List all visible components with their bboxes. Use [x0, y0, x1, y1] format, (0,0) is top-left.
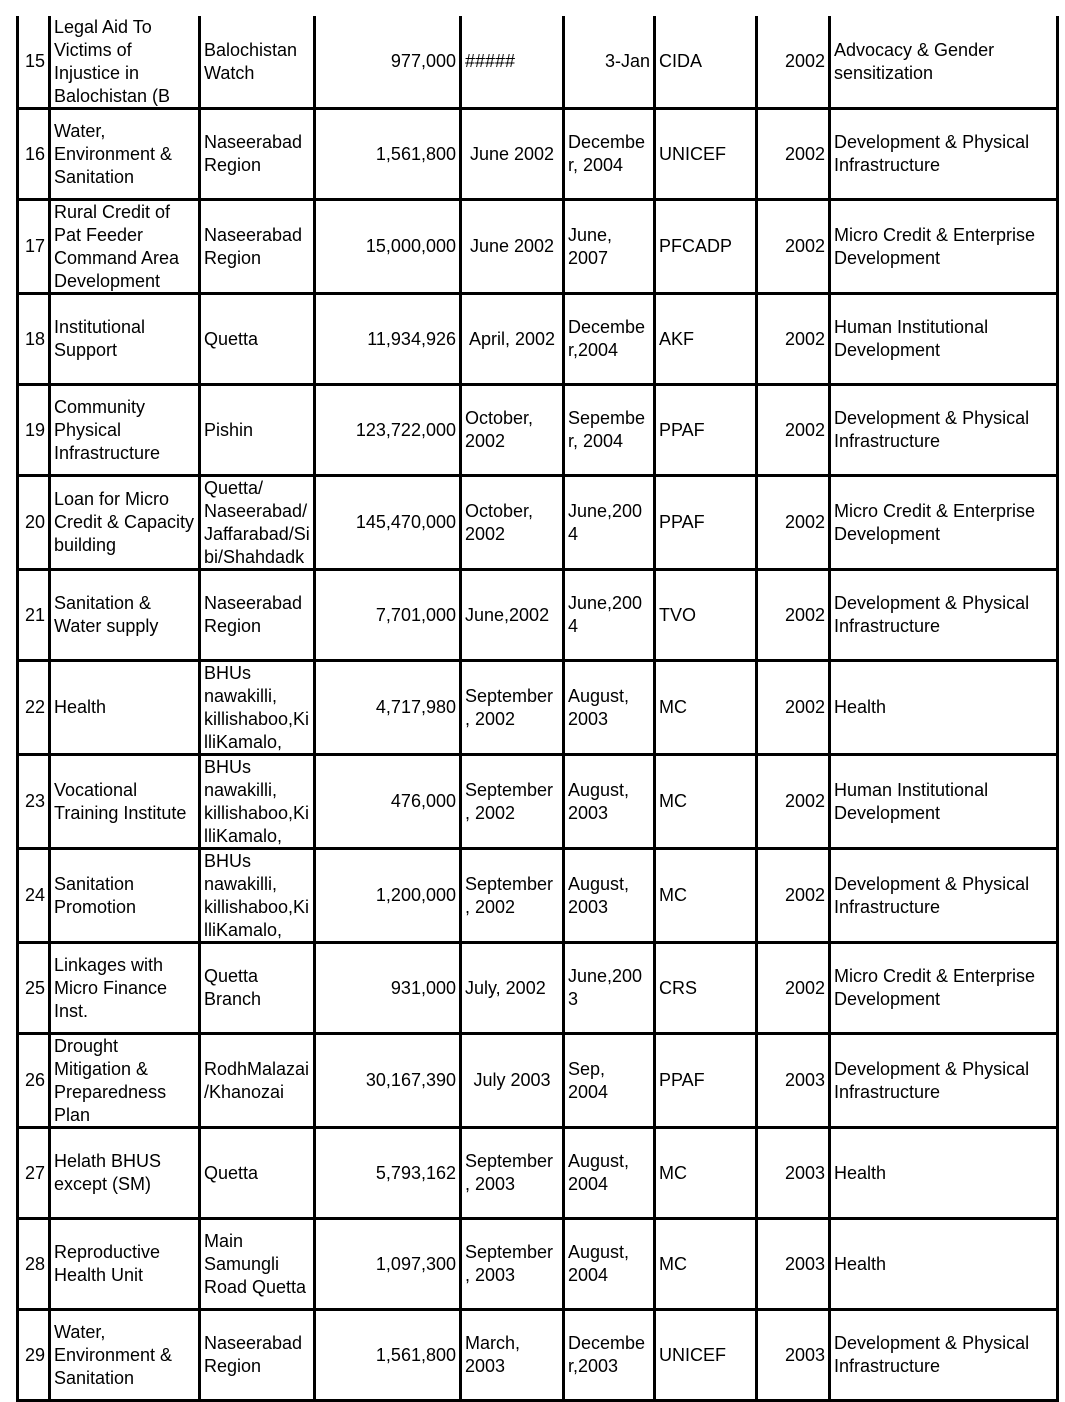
end-date-cell: [564, 200, 655, 294]
end-date: August, 2003: [568, 873, 630, 917]
end-date: June,200 3: [568, 966, 643, 1009]
start-date: September , 2003: [465, 1151, 554, 1194]
project-amount: 11,934,926: [367, 328, 456, 349]
sector-cell: [830, 570, 1058, 661]
sector-cell: [830, 1310, 1058, 1401]
project-location: BHUs nawakilli, killishaboo,Ki lliKamalo,: [204, 851, 310, 940]
row-number: 29: [24, 1344, 45, 1365]
donor-cell: [655, 476, 757, 570]
start-date: June,2002: [465, 604, 550, 625]
project-title-cell: [50, 943, 200, 1034]
start-date: October, 2002: [465, 500, 534, 544]
project-title: Helath BHUS except (SM): [54, 1151, 162, 1194]
project-location: BHUs nawakilli, killishaboo,Ki lliKamalo,: [204, 757, 310, 846]
sector-cell: [830, 1219, 1058, 1310]
year-cell: [757, 476, 830, 570]
donor-cell: [655, 109, 757, 200]
project-year: 2002: [784, 885, 825, 905]
project-amount: 145,470,000: [355, 512, 456, 532]
start-date-cell: [461, 1128, 564, 1219]
sector-cell: [830, 1128, 1058, 1219]
donor: AKF: [659, 328, 695, 349]
row-number-cell: [18, 570, 50, 661]
sector-cell: [830, 385, 1058, 476]
table-row: [18, 1034, 1058, 1128]
start-date: #####: [465, 51, 516, 71]
donor: CRS: [659, 977, 698, 998]
location-cell: [200, 1310, 315, 1401]
end-date: Decembe r, 2004: [568, 132, 646, 175]
project-title: Sanitation & Water supply: [54, 593, 159, 636]
project-location: Quetta Branch: [204, 966, 262, 1009]
table-row: [18, 16, 1058, 109]
sector-cell: [830, 200, 1058, 294]
table-row: [18, 200, 1058, 294]
project-location: Quetta/ Naseerabad/ Jaffarabad/Si bi/Shahdadk: [204, 478, 310, 567]
project-year: 2003: [784, 1070, 825, 1090]
row-number: 19: [24, 419, 45, 440]
project-title-cell: [50, 849, 200, 943]
row-number-cell: [18, 16, 50, 109]
project-amount: 1,097,300: [375, 1253, 456, 1274]
start-date-cell: [461, 294, 564, 385]
project-year: 2002: [784, 604, 825, 625]
end-date: August, 2004: [568, 1151, 630, 1194]
project-title-cell: [50, 1034, 200, 1128]
sector-cell: [830, 1034, 1058, 1128]
end-date: Sep, 2004: [568, 1058, 609, 1102]
project-sector: Development & Physical Infrastructure: [834, 132, 1030, 175]
year-cell: [757, 1034, 830, 1128]
end-date: 3-Jan: [604, 51, 650, 71]
donor: UNICEF: [659, 143, 726, 164]
end-date-cell: [564, 109, 655, 200]
year-cell: [757, 661, 830, 755]
project-title: Water, Environment & Sanitation: [54, 1321, 173, 1388]
project-title-cell: [50, 570, 200, 661]
project-sector: Development & Physical Infrastructure: [834, 408, 1030, 451]
end-date-cell: [564, 1219, 655, 1310]
end-date-cell: [564, 16, 655, 109]
project-title: Sanitation Promotion: [54, 873, 137, 917]
project-amount: 4,717,980: [375, 697, 456, 717]
end-date: Decembe r,2004: [568, 317, 646, 360]
project-year: 2002: [784, 512, 825, 532]
donor-cell: [655, 849, 757, 943]
donor-cell: [655, 1034, 757, 1128]
project-location: Main Samungli Road Quetta: [204, 1230, 307, 1297]
project-title-cell: [50, 1128, 200, 1219]
row-number: 23: [24, 791, 45, 811]
location-cell: [200, 1034, 315, 1128]
start-date: March, 2003: [465, 1333, 521, 1376]
start-date-cell: [461, 570, 564, 661]
project-amount: 30,167,390: [365, 1070, 456, 1090]
project-location: RodhMalazai /Khanozai: [204, 1058, 310, 1102]
amount-cell: [315, 661, 461, 755]
start-date-cell: [461, 385, 564, 476]
table-row: [18, 943, 1058, 1034]
project-title: Health: [54, 697, 107, 717]
amount-cell: [315, 570, 461, 661]
year-cell: [757, 755, 830, 849]
location-cell: [200, 294, 315, 385]
row-number-cell: [18, 661, 50, 755]
project-location: Quetta: [204, 1162, 259, 1183]
projects-table: [16, 16, 1059, 1402]
row-number: 15: [24, 51, 45, 71]
project-year: 2002: [784, 977, 825, 998]
end-date-cell: [564, 755, 655, 849]
start-date: September , 2003: [465, 1242, 554, 1285]
amount-cell: [315, 1128, 461, 1219]
project-year: 2002: [784, 328, 825, 349]
donor: CIDA: [659, 51, 703, 71]
donor-cell: [655, 570, 757, 661]
amount-cell: [315, 1034, 461, 1128]
year-cell: [757, 200, 830, 294]
project-title-cell: [50, 385, 200, 476]
project-location: Balochistan Watch: [204, 39, 298, 83]
project-sector: Development & Physical Infrastructure: [834, 873, 1030, 917]
start-date-cell: [461, 755, 564, 849]
project-amount: 123,722,000: [355, 419, 456, 440]
table-row: [18, 476, 1058, 570]
project-location: Quetta: [204, 328, 259, 349]
donor-cell: [655, 16, 757, 109]
project-year: 2002: [784, 143, 825, 164]
end-date-cell: [564, 1128, 655, 1219]
project-title: Linkages with Micro Finance Inst.: [54, 954, 168, 1021]
amount-cell: [315, 1219, 461, 1310]
project-amount: 15,000,000: [365, 236, 456, 256]
row-number: 26: [24, 1070, 45, 1090]
amount-cell: [315, 1310, 461, 1401]
start-date: July 2003: [473, 1070, 551, 1090]
donor: MC: [659, 791, 687, 811]
project-amount: 1,561,800: [375, 1344, 456, 1365]
donor-cell: [655, 294, 757, 385]
row-number: 22: [24, 697, 45, 717]
project-title-cell: [50, 1310, 200, 1401]
sector-cell: [830, 849, 1058, 943]
row-number-cell: [18, 1034, 50, 1128]
amount-cell: [315, 200, 461, 294]
year-cell: [757, 849, 830, 943]
project-amount: 1,200,000: [375, 885, 456, 905]
project-title: Reproductive Health Unit: [54, 1242, 161, 1285]
donor-cell: [655, 1128, 757, 1219]
donor-cell: [655, 200, 757, 294]
end-date: Decembe r,2003: [568, 1333, 646, 1376]
row-number: 25: [24, 977, 45, 998]
project-amount: 7,701,000: [375, 604, 456, 625]
amount-cell: [315, 294, 461, 385]
project-title-cell: [50, 294, 200, 385]
row-number: 18: [24, 328, 45, 349]
donor-cell: [655, 755, 757, 849]
donor: PPAF: [659, 512, 705, 532]
location-cell: [200, 1128, 315, 1219]
end-date-cell: [564, 849, 655, 943]
amount-cell: [315, 849, 461, 943]
start-date-cell: [461, 943, 564, 1034]
sector-cell: [830, 16, 1058, 109]
location-cell: [200, 385, 315, 476]
start-date: September , 2002: [465, 873, 554, 917]
project-title: Legal Aid To Victims of Injustice in Balochistan (B: [54, 17, 171, 106]
project-title: Vocational Training Institute: [54, 779, 187, 823]
table-row: [18, 385, 1058, 476]
table-row: [18, 1128, 1058, 1219]
project-year: 2002: [784, 697, 825, 717]
row-number: 16: [24, 143, 45, 164]
donor-cell: [655, 1219, 757, 1310]
project-title-cell: [50, 200, 200, 294]
location-cell: [200, 849, 315, 943]
project-sector: Human Institutional Development: [834, 317, 989, 360]
start-date-cell: [461, 109, 564, 200]
row-number: 28: [24, 1253, 45, 1274]
year-cell: [757, 385, 830, 476]
row-number: 21: [24, 604, 45, 625]
location-cell: [200, 755, 315, 849]
project-sector: Development & Physical Infrastructure: [834, 1333, 1030, 1376]
location-cell: [200, 1219, 315, 1310]
table-row: [18, 755, 1058, 849]
project-year: 2002: [784, 51, 825, 71]
project-amount: 5,793,162: [375, 1162, 456, 1183]
project-title: Water, Environment & Sanitation: [54, 120, 173, 187]
project-title-cell: [50, 661, 200, 755]
sector-cell: [830, 661, 1058, 755]
donor-cell: [655, 943, 757, 1034]
project-year: 2003: [784, 1162, 825, 1183]
project-amount: 931,000: [390, 977, 456, 998]
row-number-cell: [18, 476, 50, 570]
start-date: October, 2002: [465, 408, 534, 451]
project-year: 2002: [784, 236, 825, 256]
donor-cell: [655, 1310, 757, 1401]
donor: PFCADP: [659, 236, 733, 256]
sector-cell: [830, 476, 1058, 570]
row-number-cell: [18, 294, 50, 385]
start-date-cell: [461, 1310, 564, 1401]
end-date: Sepembe r, 2004: [568, 408, 646, 451]
project-title: Community Physical Infrastructure: [54, 396, 161, 463]
project-location: Pishin: [204, 419, 254, 440]
end-date-cell: [564, 294, 655, 385]
table-row: [18, 294, 1058, 385]
year-cell: [757, 109, 830, 200]
project-title-cell: [50, 16, 200, 109]
end-date-cell: [564, 385, 655, 476]
end-date: June,200 4: [568, 500, 643, 544]
location-cell: [200, 943, 315, 1034]
project-year: 2003: [784, 1344, 825, 1365]
project-sector: Advocacy & Gender sensitization: [834, 39, 995, 83]
project-year: 2003: [784, 1253, 825, 1274]
start-date: June 2002: [469, 236, 555, 256]
end-date: June, 2007: [568, 224, 613, 268]
table-body: [18, 16, 1058, 1401]
project-location: Naseerabad Region: [204, 1333, 303, 1376]
year-cell: [757, 1128, 830, 1219]
location-cell: [200, 661, 315, 755]
project-location: BHUs nawakilli, killishaboo,Ki lliKamalo,: [204, 663, 310, 752]
row-number-cell: [18, 1310, 50, 1401]
start-date-cell: [461, 849, 564, 943]
project-title-cell: [50, 755, 200, 849]
row-number: 24: [24, 885, 45, 905]
donor: PPAF: [659, 1070, 705, 1090]
row-number: 20: [24, 512, 45, 532]
start-date-cell: [461, 1034, 564, 1128]
row-number-cell: [18, 755, 50, 849]
location-cell: [200, 476, 315, 570]
project-amount: 977,000: [390, 51, 456, 71]
amount-cell: [315, 755, 461, 849]
project-title-cell: [50, 109, 200, 200]
project-amount: 476,000: [390, 791, 456, 811]
row-number-cell: [18, 849, 50, 943]
row-number-cell: [18, 385, 50, 476]
amount-cell: [315, 16, 461, 109]
start-date-cell: [461, 200, 564, 294]
row-number: 17: [24, 236, 45, 256]
year-cell: [757, 1219, 830, 1310]
project-sector: Health: [834, 697, 887, 717]
project-title-cell: [50, 476, 200, 570]
year-cell: [757, 294, 830, 385]
end-date-cell: [564, 943, 655, 1034]
end-date-cell: [564, 570, 655, 661]
sector-cell: [830, 755, 1058, 849]
amount-cell: [315, 943, 461, 1034]
project-location: Naseerabad Region: [204, 593, 303, 636]
start-date-cell: [461, 661, 564, 755]
location-cell: [200, 109, 315, 200]
row-number: 27: [24, 1162, 45, 1183]
end-date: August, 2003: [568, 685, 630, 729]
project-title: Drought Mitigation & Preparedness Plan: [54, 1036, 167, 1125]
year-cell: [757, 1310, 830, 1401]
end-date-cell: [564, 1034, 655, 1128]
end-date-cell: [564, 1310, 655, 1401]
table-row: [18, 570, 1058, 661]
project-title: Rural Credit of Pat Feeder Command Area Development: [54, 202, 180, 291]
project-sector: Human Institutional Development: [834, 779, 989, 823]
end-date: August, 2003: [568, 779, 630, 823]
amount-cell: [315, 476, 461, 570]
project-sector: Development & Physical Infrastructure: [834, 1058, 1030, 1102]
year-cell: [757, 16, 830, 109]
start-date-cell: [461, 1219, 564, 1310]
row-number-cell: [18, 109, 50, 200]
row-number-cell: [18, 943, 50, 1034]
start-date-cell: [461, 16, 564, 109]
end-date-cell: [564, 476, 655, 570]
project-year: 2002: [784, 791, 825, 811]
sector-cell: [830, 109, 1058, 200]
table-row: [18, 1310, 1058, 1401]
location-cell: [200, 570, 315, 661]
donor-cell: [655, 385, 757, 476]
project-sector: Micro Credit & Enterprise Development: [834, 966, 1036, 1009]
project-sector: Development & Physical Infrastructure: [834, 593, 1030, 636]
amount-cell: [315, 109, 461, 200]
project-year: 2002: [784, 419, 825, 440]
project-location: Naseerabad Region: [204, 224, 303, 268]
table-row: [18, 109, 1058, 200]
project-title: Loan for Micro Credit & Capacity building: [54, 489, 195, 555]
start-date: July, 2002: [465, 977, 546, 998]
project-title: Institutional Support: [54, 317, 146, 360]
start-date: April, 2002: [468, 328, 556, 349]
location-cell: [200, 16, 315, 109]
project-location: Naseerabad Region: [204, 132, 303, 175]
start-date: September , 2002: [465, 685, 554, 729]
project-title-cell: [50, 1219, 200, 1310]
year-cell: [757, 570, 830, 661]
start-date: June 2002: [469, 143, 555, 164]
project-sector: Health: [834, 1253, 887, 1274]
sector-cell: [830, 943, 1058, 1034]
row-number-cell: [18, 1128, 50, 1219]
row-number-cell: [18, 200, 50, 294]
donor: PPAF: [659, 419, 705, 440]
table-row: [18, 1219, 1058, 1310]
donor: MC: [659, 1162, 687, 1183]
location-cell: [200, 200, 315, 294]
donor-cell: [655, 661, 757, 755]
donor: UNICEF: [659, 1344, 726, 1365]
sector-cell: [830, 294, 1058, 385]
project-sector: Health: [834, 1162, 887, 1183]
donor: MC: [659, 885, 687, 905]
project-sector: Micro Credit & Enterprise Development: [834, 224, 1036, 268]
end-date: June,200 4: [568, 593, 643, 636]
row-number-cell: [18, 1219, 50, 1310]
donor: MC: [659, 697, 687, 717]
donor: MC: [659, 1253, 687, 1274]
project-sector: Micro Credit & Enterprise Development: [834, 500, 1036, 544]
start-date-cell: [461, 476, 564, 570]
table-row: [18, 661, 1058, 755]
table-row: [18, 849, 1058, 943]
end-date: August, 2004: [568, 1242, 630, 1285]
amount-cell: [315, 385, 461, 476]
donor: TVO: [659, 604, 697, 625]
year-cell: [757, 943, 830, 1034]
start-date: September , 2002: [465, 779, 554, 823]
end-date-cell: [564, 661, 655, 755]
project-amount: 1,561,800: [375, 143, 456, 164]
